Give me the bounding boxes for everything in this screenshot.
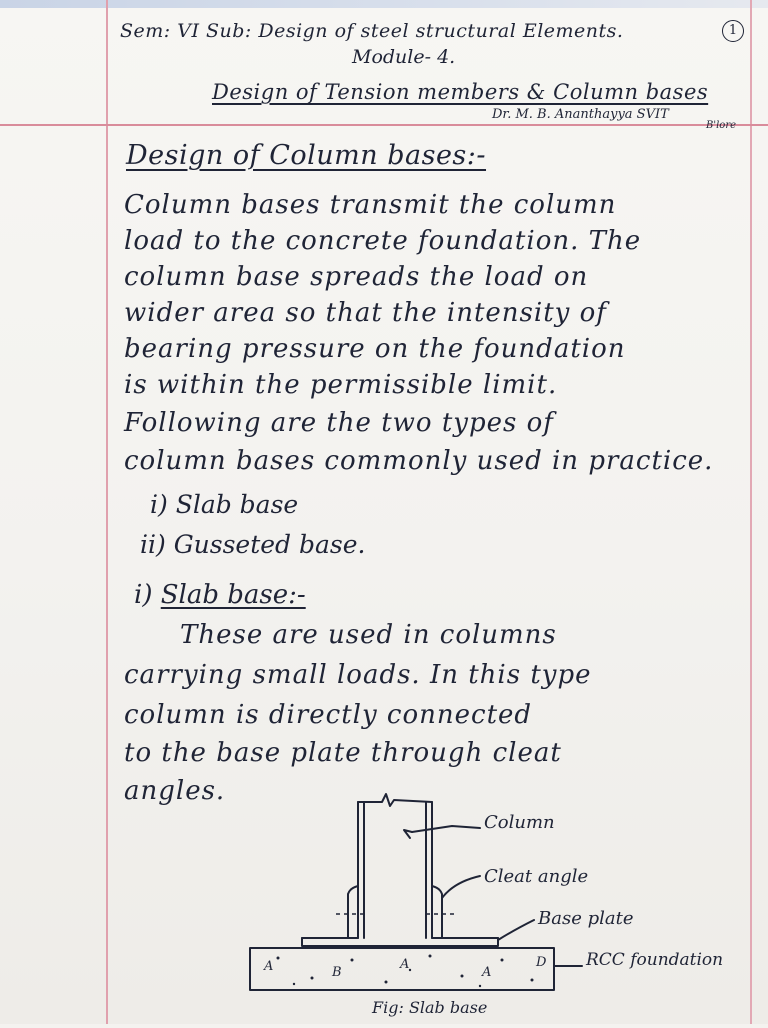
body-line: column base spreads the load on [124,262,589,292]
label-column: Column [484,812,555,833]
label-cleat-angle: Cleat angle [484,866,589,887]
type-item-slab: i) Slab base [150,490,299,519]
paragraph-line: carrying small loads. In this type [124,660,592,690]
topic-heading: Design of Tension members & Column bases [212,80,709,104]
slab-base-figure [240,790,760,1024]
leader-column [412,826,480,832]
body-line: load to the concrete foundation. The [124,226,642,256]
author-name: Dr. M. B. Ananthayya SVIT [492,107,669,122]
leader-base-plate [498,920,534,940]
leader-cleat-angle [442,876,480,898]
cleat-angle-left [348,886,358,938]
figure-caption: Fig: Slab base [372,998,488,1017]
body-line: column bases commonly used in practice. [124,446,714,476]
top-edge-band [0,0,768,8]
base-plate-outline [302,938,498,946]
paragraph-line: These are used in columns [180,620,557,650]
concrete-mark: B [332,965,342,980]
semester-subject-line: Sem: VI Sub: Design of steel structural Elements. [120,20,624,42]
left-margin-line [106,0,108,1024]
body-line: is within the permissible limit. [124,370,558,400]
body-line: bearing pressure on the foundation [124,334,626,364]
subheading-text: Slab base:- [160,580,306,610]
label-rcc-foundation: RCC foundation [586,950,724,970]
author-location: B'lore [706,120,737,131]
body-line: Column bases transmit the column [124,190,617,220]
paragraph-line: column is directly connected [124,700,533,730]
header-rule [0,124,768,126]
label-base-plate: Base plate [538,908,634,929]
cleat-angle-right [432,886,442,938]
section-title: Design of Column bases:- [126,140,487,171]
page-number: 1 [722,20,744,42]
paragraph-line: angles. [124,776,226,806]
subheading-prefix: i) [134,580,153,610]
body-line: wider area so that the intensity of [124,298,607,328]
concrete-mark: A [400,957,410,972]
leader-arrowhead [404,830,412,838]
module-title: Module- 4. [352,46,456,68]
type-item-gusseted: ii) Gusseted base. [140,530,366,559]
concrete-mark: D [536,955,547,970]
body-line: Following are the two types of [124,408,554,438]
column-break-line [358,794,432,806]
slab-base-subheading [134,580,306,610]
concrete-mark: A [482,965,492,980]
concrete-mark: A [264,959,274,974]
paragraph-line: to the base plate through cleat [124,738,562,768]
